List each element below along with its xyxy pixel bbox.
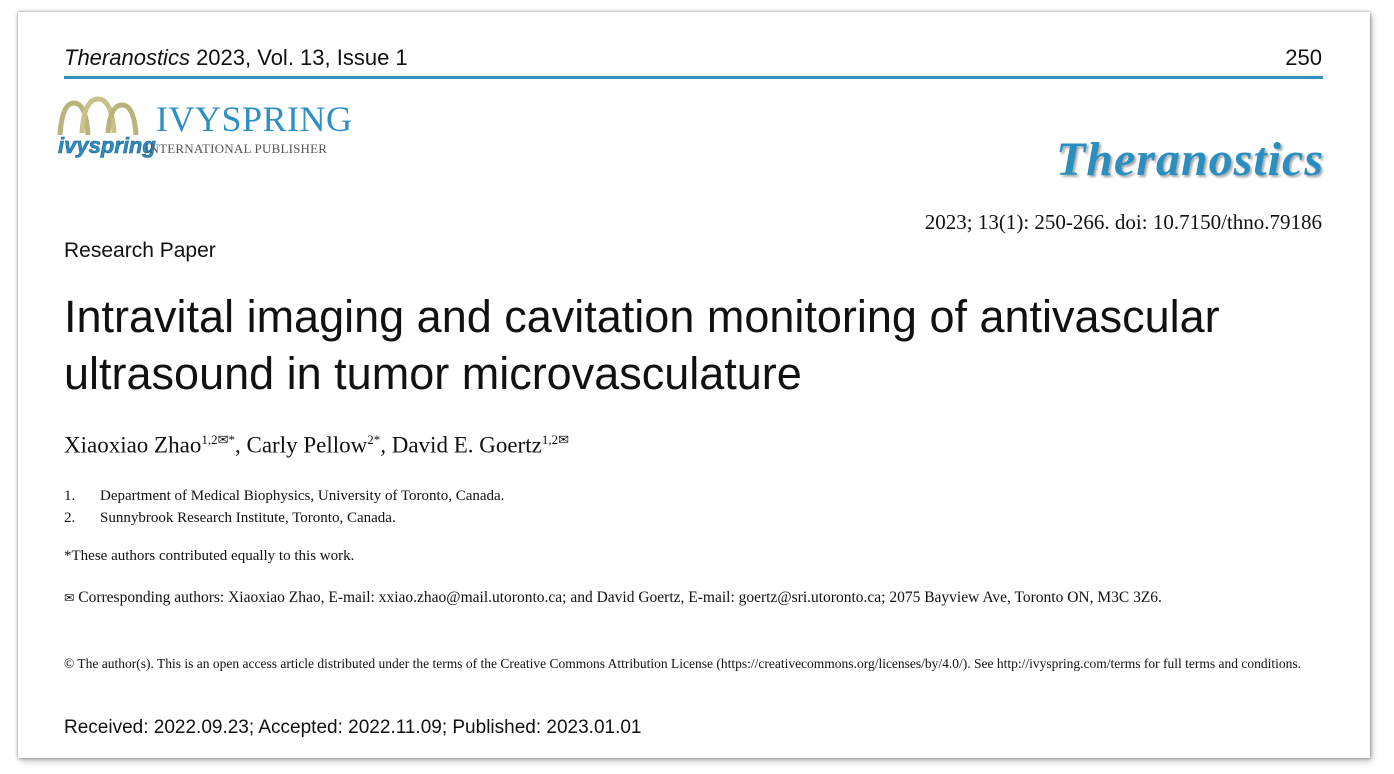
license-statement: © The author(s). This is an open access article distributed under the terms of the Creative Commons Attribution License (https://creativecommons.org/licenses/by/4.0/). See http://ivyspring.com/terms for full terms and conditions. (64, 656, 1302, 671)
journal-name: Theranostics (64, 45, 190, 70)
author-separator: , (234, 432, 247, 458)
publisher-name: IVYSPRING (156, 99, 353, 139)
corresponding-authors (64, 587, 1326, 608)
article-type: Research Paper (64, 239, 216, 262)
author-separator: , (380, 432, 392, 458)
envelope-icon[interactable]: ✉ (558, 433, 569, 448)
publisher-subtitle: INTERNATIONAL PUBLISHER (145, 141, 328, 156)
envelope-icon: ✉ (64, 590, 75, 605)
paper-title: Intravital imaging and cavitation monitoring of antivascular ultrasound in tumor microvasculature (64, 291, 1220, 399)
author-affiliation-ref: 1,2 (201, 432, 218, 447)
author-list (64, 432, 569, 459)
author-name: David E. Goertz (391, 432, 542, 458)
affiliation (64, 510, 396, 527)
author-affiliation-ref: 2* (367, 432, 381, 447)
corresponding-text: Corresponding authors: Xiaoxiao Zhao, E-mail: xxiao.zhao@mail.utoronto.ca; and David Goertz, E-mail: goertz@sri.utoronto.ca; 2075 Bayview Ave, Toronto ON, M3C 3Z6. (78, 589, 1162, 606)
page-number: 250 (1285, 45, 1322, 70)
citation: 2023; 13(1): 250-266. doi: 10.7150/thno.79186 (924, 210, 1322, 234)
author-name: Carly Pellow (246, 432, 368, 458)
envelope-icon[interactable]: ✉ (217, 433, 229, 448)
equal-contribution-mark: * (228, 432, 235, 447)
affiliation-number: 1. (64, 488, 76, 504)
journal-volume: 2023, Vol. 13, Issue 1 (189, 45, 408, 70)
affiliation-text: Sunnybrook Research Institute, Toronto, Canada. (100, 510, 396, 526)
affiliation-number: 2. (64, 510, 76, 526)
journal-logo: Theranostics (1055, 133, 1324, 186)
header-rule (64, 76, 1323, 79)
affiliation (64, 488, 504, 505)
publication-dates: Received: 2022.09.23; Accepted: 2022.11.09; Published: 2023.01.01 (64, 717, 642, 738)
affiliation-text: Department of Medical Biophysics, University of Toronto, Canada. (100, 488, 505, 504)
equal-contribution-note: *These authors contributed equally to this work. (64, 548, 355, 564)
author-name: Xiaoxiao Zhao (64, 432, 202, 458)
journal-header (64, 45, 408, 71)
logo-wordmark: ivyspring (58, 133, 156, 158)
logo-arches (60, 99, 136, 135)
author-affiliation-ref: 1,2 (541, 432, 559, 447)
